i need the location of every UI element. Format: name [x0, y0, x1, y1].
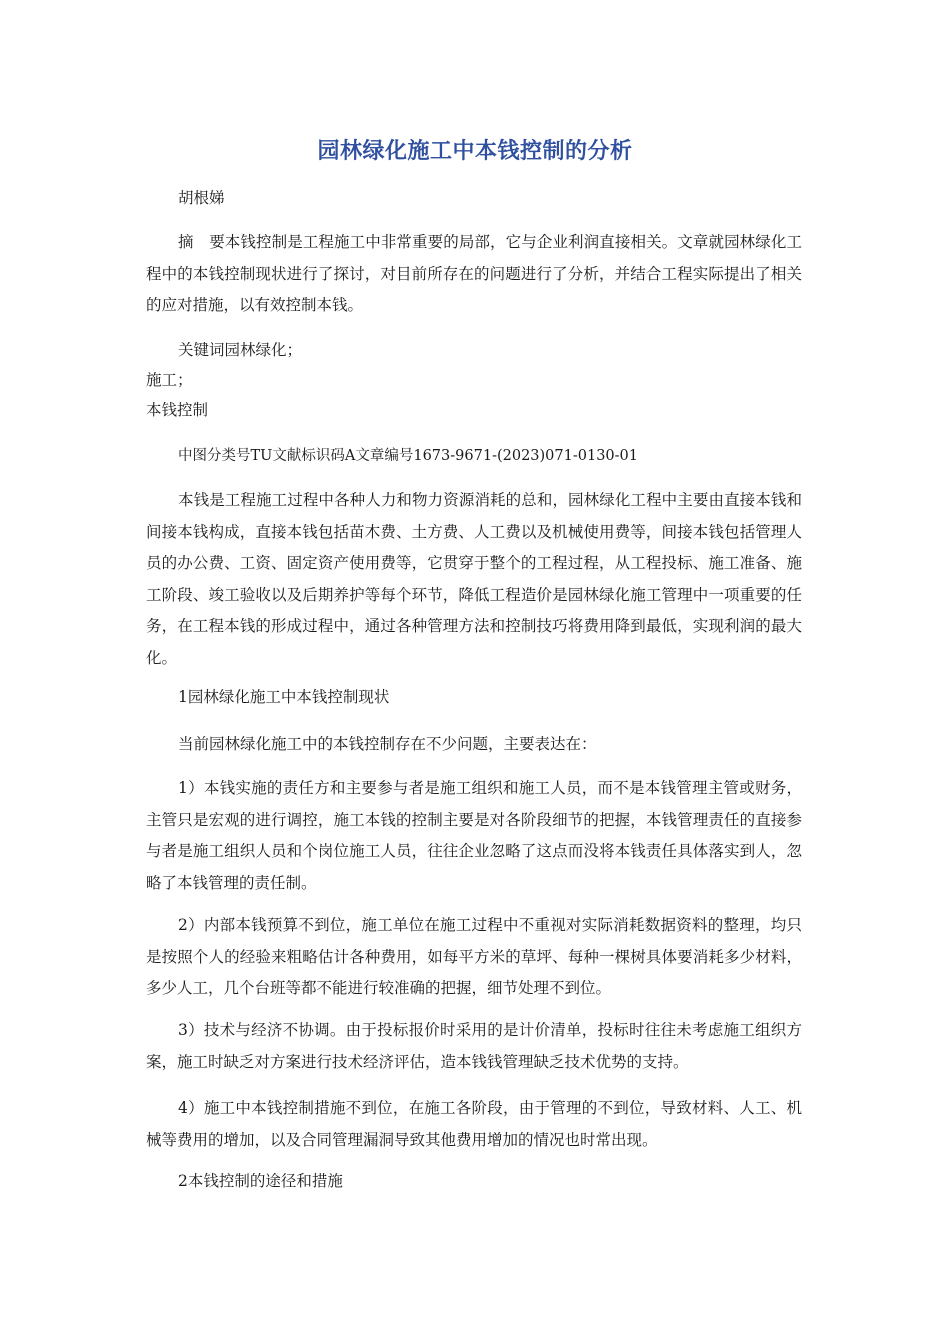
section-1-item-2: 2）内部本钱预算不到位，施工单位在施工过程中不重视对实际消耗数据资料的整理，均只是按照个人的经验来粗略估计各种费用，如每平方米的草坪、每种一棵树具体要消耗多少材料，多少人工，几个台班等都不能进行较准确的把握，细节处理不到位。 [146, 916, 802, 997]
keywords-line-1: 关键词园林绿化； [178, 341, 303, 359]
intro-paragraph: 本钱是工程施工过程中各种人力和物力资源消耗的总和，园林绿化工程中主要由直接本钱和间接本钱构成，直接本钱包括苗木费、土方费、人工费以及机械使用费等，间接本钱包括管理人员的办公费、工资、固定资产使用费等，它贯穿于整个的工程过程，从工程投标、施工准备、施工阶段、竣工验收以及后期养护等每个环节，降低工程造价是园林绿化施工管理中一项重要的任务，在工程本钱的形成过程中，通过各种管理方法和控制技巧将费用降到最低，实现利润的最大化。 [146, 491, 802, 667]
section-1-item-1: 1）本钱实施的责任方和主要参与者是施工组织和施工人员，而不是本钱管理主管或财务，主管只是宏观的进行调控，施工本钱的控制主要是对各阶段细节的把握，本钱管理责任的直接参与者是施工组织人员和个岗位施工人员，往往企业忽略了这点而没将本钱责任具体落实到人，忽略了本钱管理的责任制。 [146, 779, 802, 892]
section-1-lead: 当前园林绿化施工中的本钱控制存在不少问题，主要表达在： [178, 735, 597, 753]
classification-info: 中图分类号TU文献标识码A文章编号1673-9671-(2023)071-0130-01 [178, 448, 639, 464]
author-name: 胡根娣 [178, 189, 225, 207]
article-title: 园林绿化施工中本钱控制的分析 [317, 139, 633, 164]
abstract-paragraph: 摘 要本钱控制是工程施工中非常重要的局部，它与企业利润直接相关。文章就园林绿化工程中的本钱控制现状进行了探讨，对目前所存在的问题进行了分析，并结合工程实际提出了相关的应对措施，以有效控制本钱。 [146, 233, 802, 314]
keywords-line-2: 施工； [146, 371, 193, 389]
section-2-heading: 2本钱控制的途径和措施 [178, 1172, 343, 1190]
keywords-line-3: 本钱控制 [146, 401, 209, 419]
section-1-item-4: 4）施工中本钱控制措施不到位，在施工各阶段，由于管理的不到位，导致材料、人工、机械等费用的增加，以及合同管理漏洞导致其他费用增加的情况也时常出现。 [146, 1099, 802, 1149]
section-1-heading: 1园林绿化施工中本钱控制现状 [178, 688, 390, 706]
section-1-item-3: 3）技术与经济不协调。由于投标报价时采用的是计价清单，投标时往往未考虑施工组织方案，施工时缺乏对方案进行技术经济评估，造本钱钱管理缺乏技术优势的支持。 [146, 1021, 802, 1071]
